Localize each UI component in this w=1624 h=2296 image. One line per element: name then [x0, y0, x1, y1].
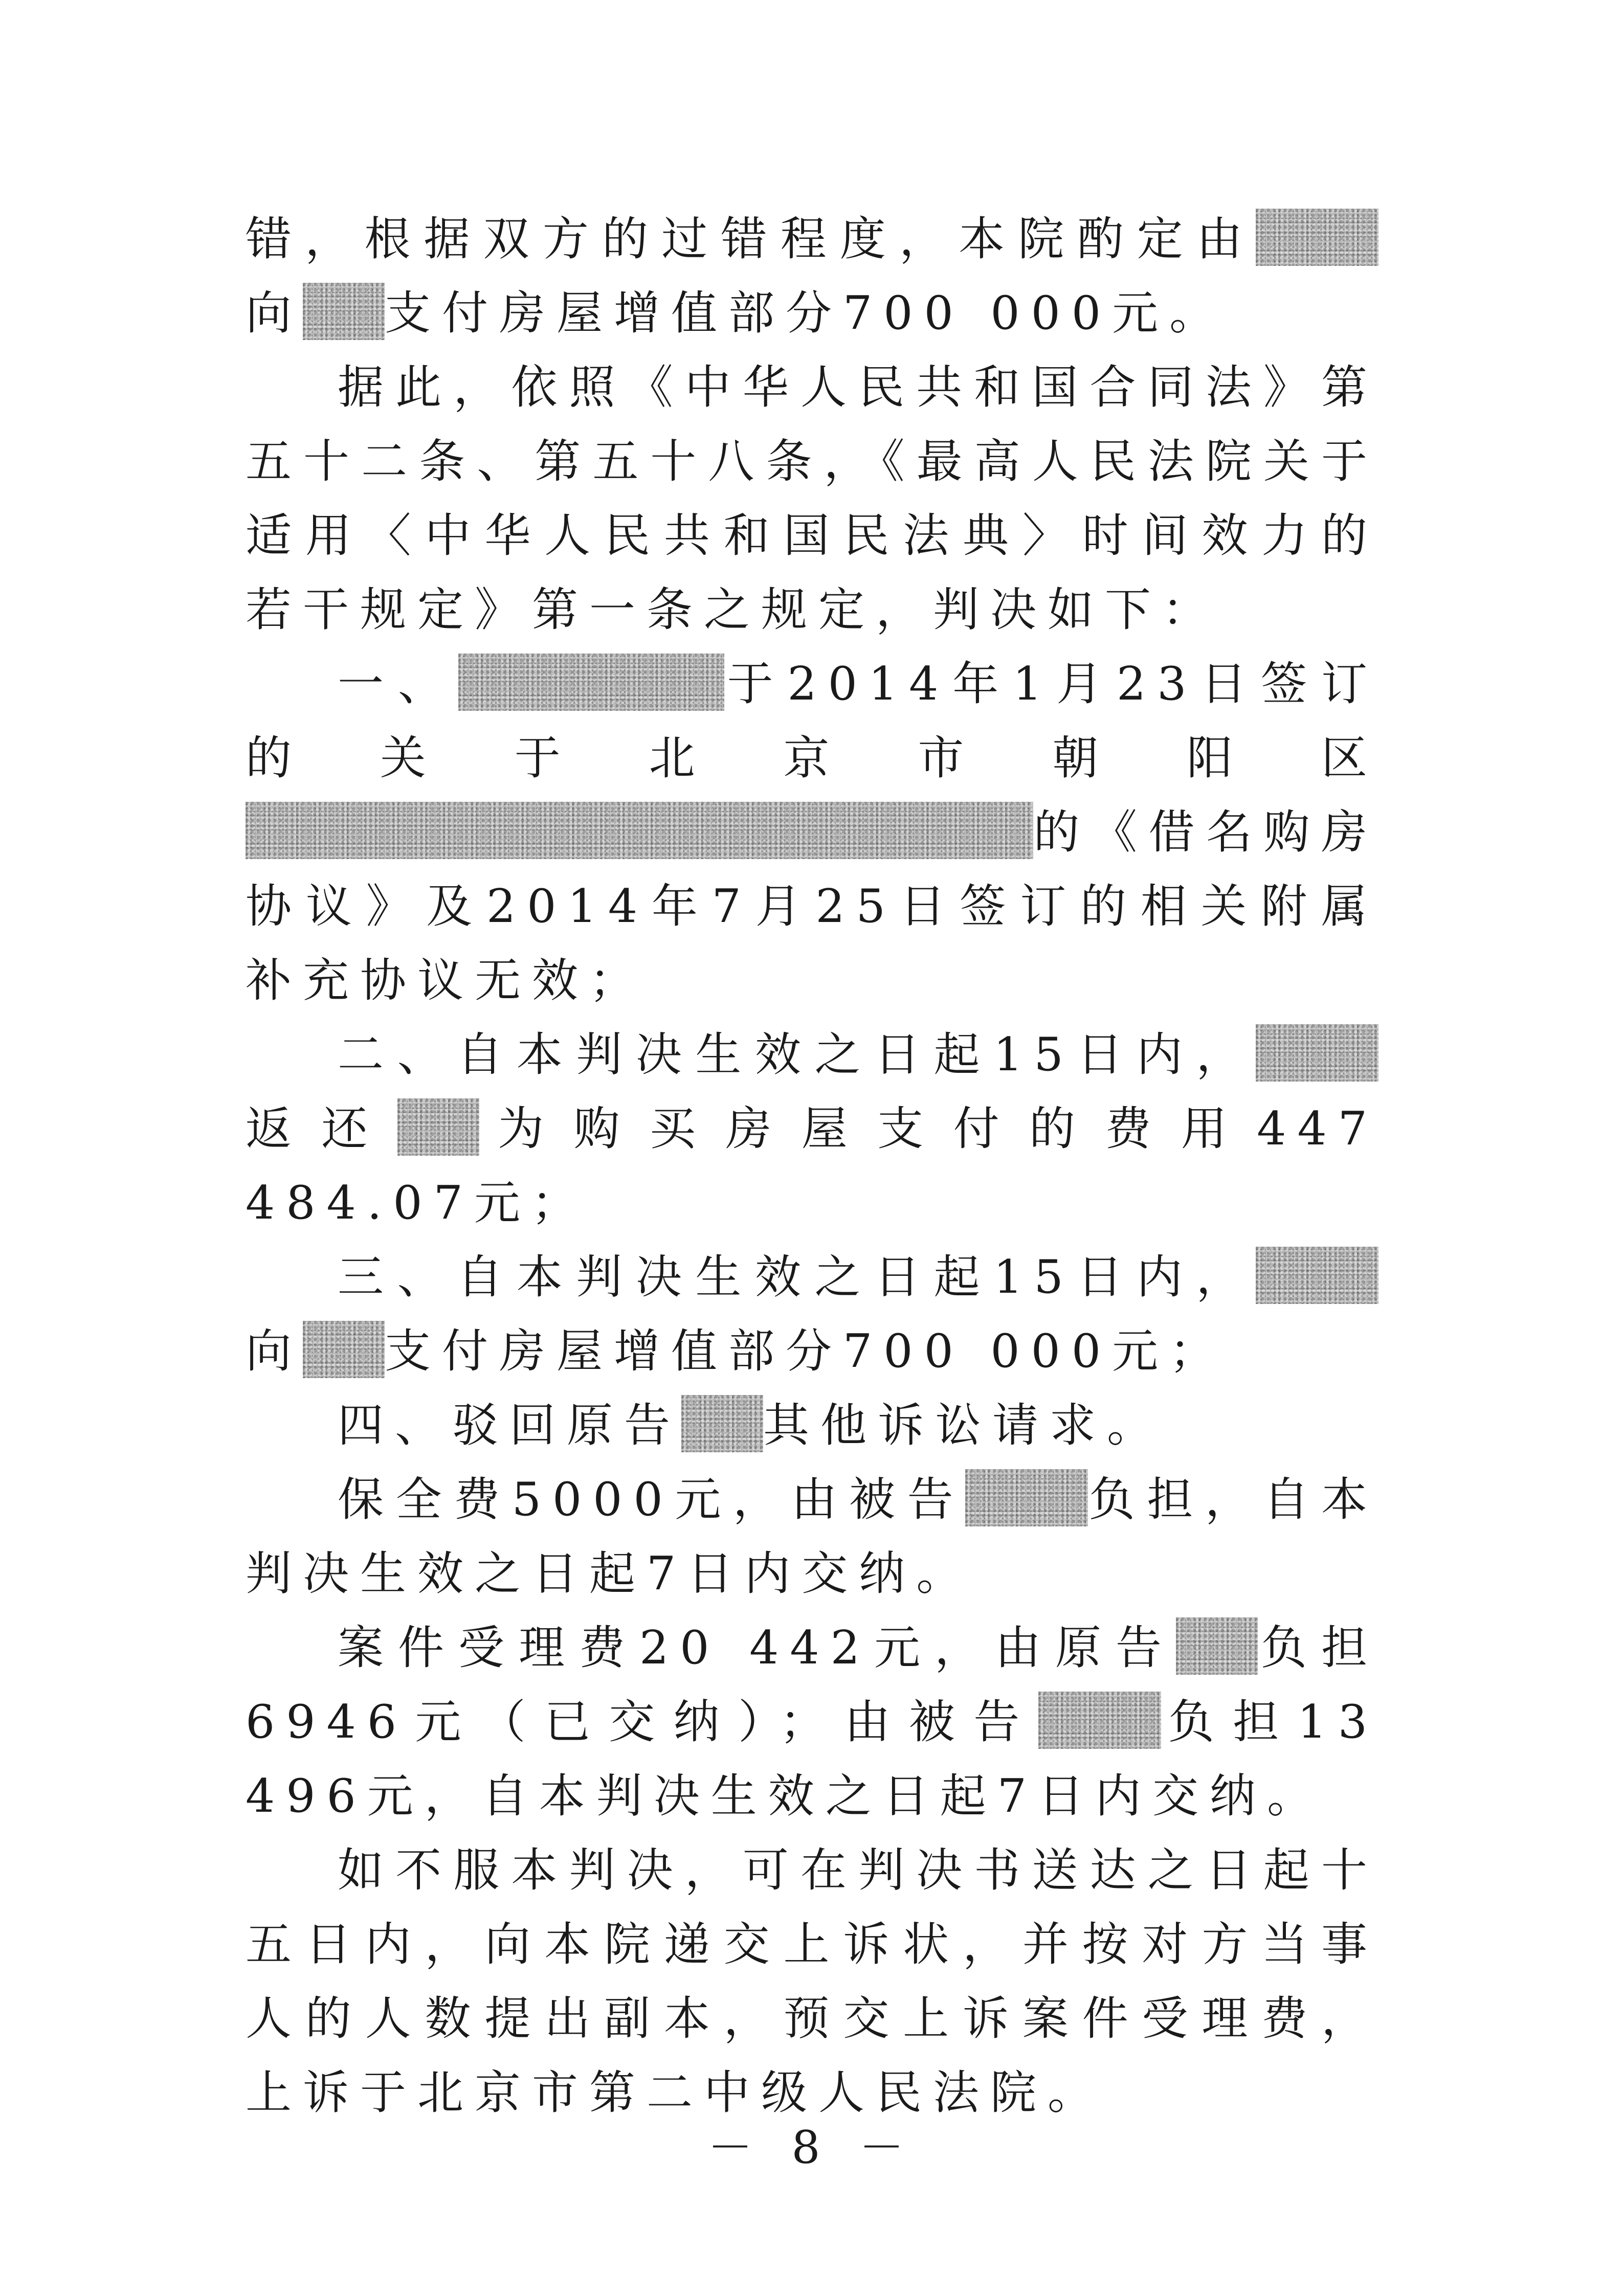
text-run: 支付房屋增值部分700 000元；: [385, 1324, 1227, 1378]
redacted-block: [1256, 209, 1378, 266]
text-run: 二、自本判决生效之日起15日内，: [338, 1028, 1256, 1082]
paragraph: [246, 350, 1378, 647]
text-run: 负担6946元（已交纳）；由被告: [246, 1621, 1378, 1749]
text-run: 于2014年1月23日签订的关于北京市朝阳区: [246, 657, 1379, 785]
redacted-block: [303, 283, 385, 340]
redacted-block: [246, 802, 1033, 859]
paragraph: [246, 1240, 1378, 1388]
text-run: 负担13 496元，自本判决生效之日起7日内交纳。: [246, 1695, 1379, 1823]
redacted-block: [1176, 1617, 1258, 1675]
redacted-block: [681, 1395, 763, 1452]
text-run: 四、驳回原告: [338, 1399, 681, 1452]
text-run: 错，根据双方的过错程度，本院酌定由: [246, 212, 1256, 266]
text-run: 的《借名购房协议》及2014年7月25日签订的相关附属补充协议无效；: [246, 805, 1378, 1007]
redacted-block: [303, 1321, 385, 1378]
text-run: 向: [246, 1324, 303, 1378]
text-run: 其他诉讼请求。: [763, 1399, 1164, 1452]
text-run: 返还: [246, 1102, 397, 1156]
text-run: 案件受理费20 442元，由原告: [338, 1621, 1176, 1675]
paragraph: [246, 1833, 1378, 2130]
paragraph: [246, 1611, 1378, 1833]
redacted-block: [965, 1469, 1088, 1526]
text-run: 为购买房屋支付的费用447 484.07元；: [246, 1102, 1379, 1230]
redacted-block: [1256, 1024, 1378, 1082]
text-run: 一、: [338, 657, 458, 711]
paragraph: [246, 647, 1378, 1018]
redacted-block: [1256, 1247, 1378, 1304]
paragraph: [246, 1018, 1378, 1240]
page-number: － 8 －: [707, 2121, 917, 2174]
text-run: 如不服本判决，可在判决书送达之日起十五日内，向本院递交上诉状，并按对方当事人的人数提出副本，预交上诉案件受理费，上诉于北京市第二中级人民法院。: [246, 1843, 1378, 2120]
text-run: 保全费5000元，由被告: [338, 1473, 966, 1526]
judgment-body: [246, 202, 1378, 2130]
text-run: 负担，自本判决生效之日起7日内交纳。: [246, 1473, 1378, 1601]
paragraph: [246, 1462, 1378, 1611]
paragraph: [246, 1388, 1378, 1462]
redacted-block: [1038, 1692, 1161, 1749]
text-run: 支付房屋增值部分700 000元。: [385, 286, 1227, 340]
redacted-block: [458, 654, 724, 711]
text-run: 据此，依照《中华人民共和国合同法》第五十二条、第五十八条，《最高人民法院关于适用〈中华人民共和国民法典〉时间效力的若干规定》第一条之规定，判决如下：: [246, 361, 1378, 637]
paragraph: [246, 202, 1378, 350]
text-run: 三、自本判决生效之日起15日内，: [338, 1250, 1256, 1304]
redacted-block: [397, 1098, 479, 1156]
text-run: 向: [246, 286, 303, 340]
